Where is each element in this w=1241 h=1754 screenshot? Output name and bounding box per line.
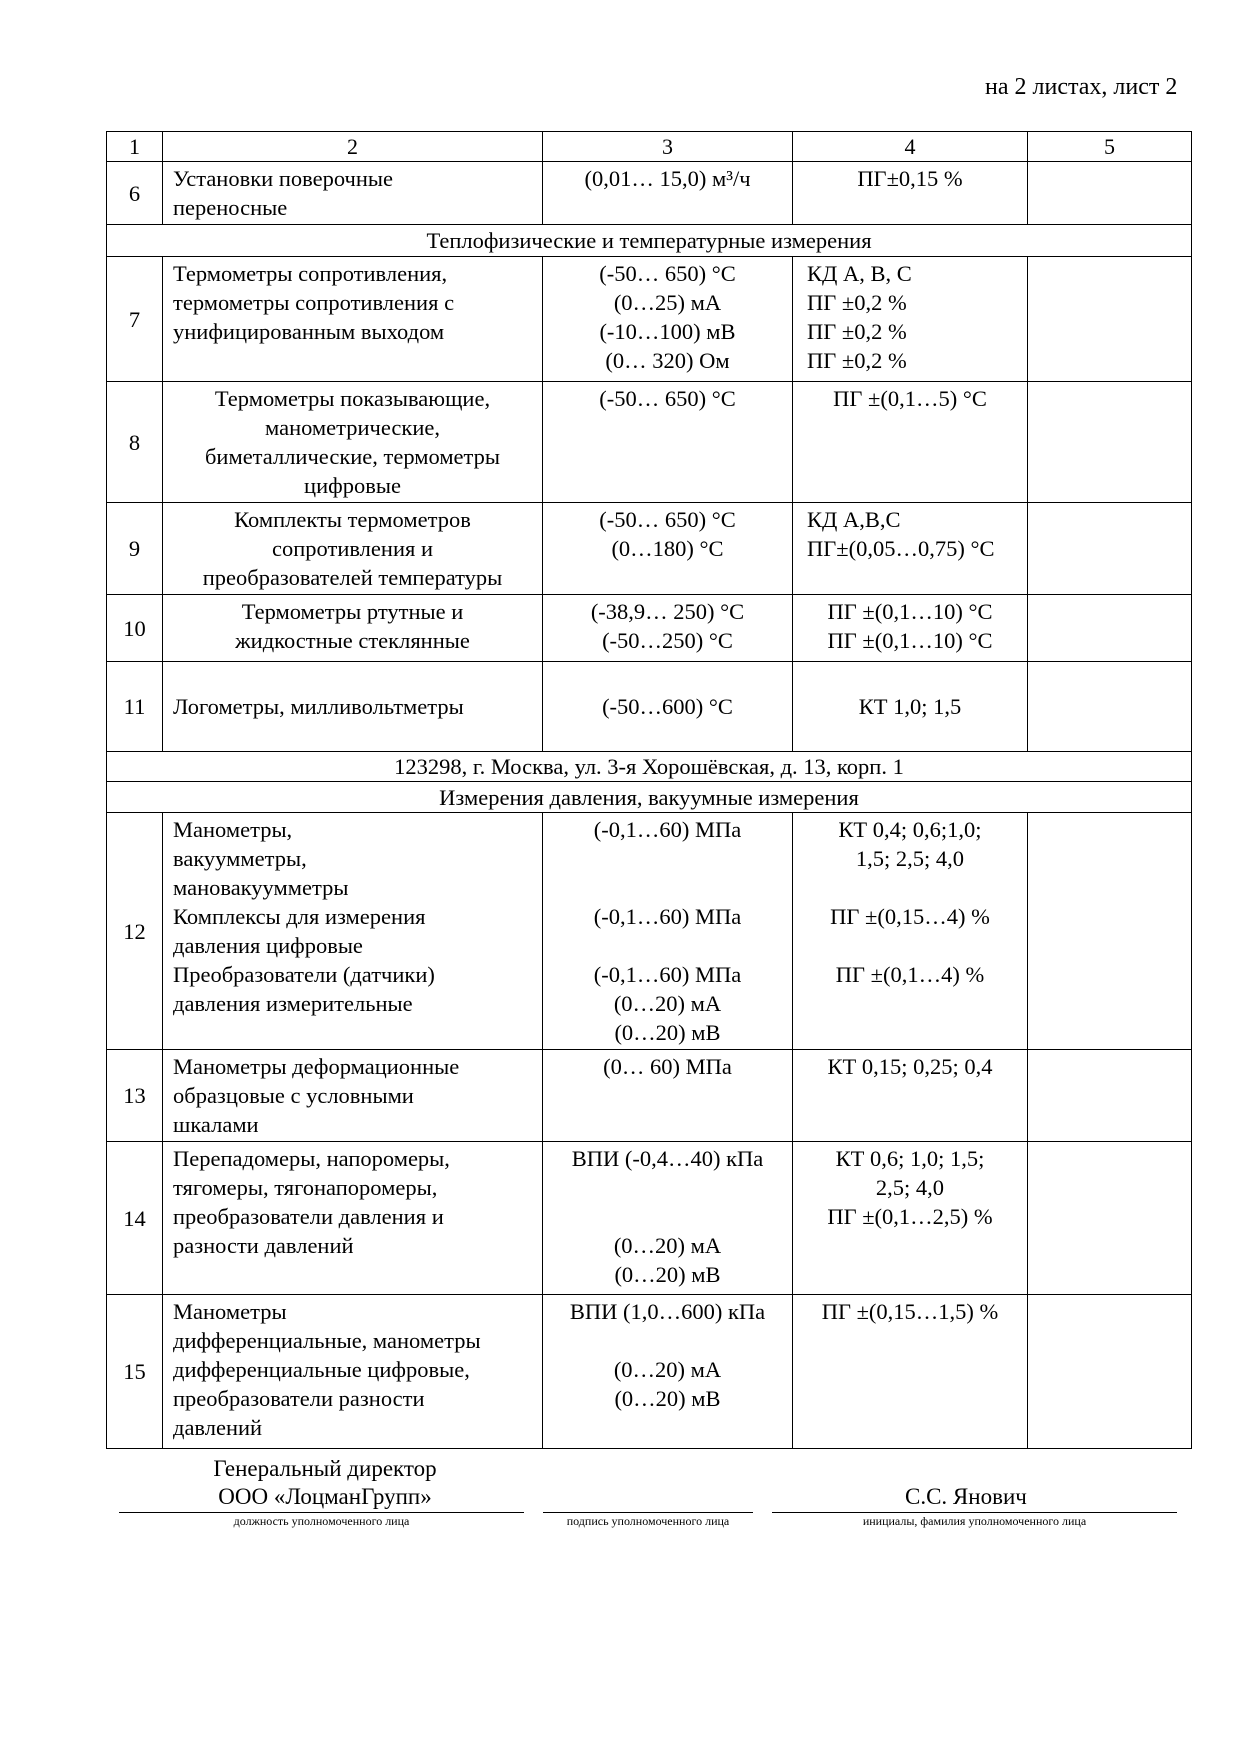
- cell-line: образцовые с условными: [173, 1083, 414, 1108]
- cell-line: ПГ ±0,2 %: [807, 319, 907, 344]
- row-number: 9: [107, 503, 163, 595]
- cell-line: давления измерительные: [173, 991, 413, 1016]
- cell-line: ПГ ±(0,1…4) %: [835, 962, 985, 987]
- row-number: 10: [107, 595, 163, 662]
- accuracy-cell: [793, 503, 1028, 595]
- measurement-range-cell: [543, 595, 793, 662]
- accuracy-cell: [793, 1142, 1028, 1295]
- notes-cell: [1028, 595, 1192, 662]
- table-row: [107, 662, 1192, 752]
- accreditation-scope-table: [106, 131, 1192, 1449]
- row-number: 13: [107, 1050, 163, 1142]
- section-title: Теплофизические и температурные измерения: [107, 225, 1192, 257]
- table-row: [107, 162, 1192, 225]
- position-line: ООО «ЛоцманГрупп»: [218, 1484, 432, 1509]
- instrument-name-cell: [163, 595, 543, 662]
- blank-line: [553, 1326, 782, 1355]
- caption-position: должность уполномоченного лица: [233, 1514, 410, 1528]
- cell-line: Перепадомеры, напоромеры,: [173, 1146, 450, 1171]
- accuracy-cell: [793, 1295, 1028, 1449]
- cell-line: ПГ ±(0,1…2,5) %: [827, 1204, 993, 1229]
- cell-line: ПГ ±0,2 %: [807, 348, 907, 373]
- blank-line: [803, 873, 1017, 902]
- cell-line: ПГ ±(0,15…1,5) %: [821, 1299, 999, 1324]
- cell-line: КД А,В,С: [807, 507, 901, 532]
- cell-line: преобразователей температуры: [202, 565, 503, 590]
- instrument-name-cell: [163, 813, 543, 1050]
- signature-underline: [543, 1512, 753, 1513]
- row-number: 6: [107, 162, 163, 225]
- cell-line: (-50… 650) °С: [599, 386, 736, 411]
- cell-line: Термометры сопротивления,: [173, 261, 448, 286]
- cell-line: Комплекты термометров: [234, 507, 471, 532]
- cell-line: (-0,1…60) МПа: [593, 904, 742, 929]
- cell-line: манометрические,: [265, 415, 440, 440]
- table-row: [107, 1295, 1192, 1449]
- signatory-name: С.С. Янович: [905, 1484, 1027, 1509]
- signatory-position: [200, 1455, 450, 1511]
- cell-line: Манометры деформационные: [173, 1054, 460, 1079]
- cell-line: переносные: [173, 195, 288, 220]
- column-header: 1: [107, 132, 163, 162]
- cell-line: (0,01… 15,0) м³/ч: [584, 166, 751, 191]
- cell-line: КТ 1,0; 1,5: [858, 694, 962, 719]
- cell-line: (0…20) мА: [613, 1233, 722, 1258]
- measurement-range-cell: [543, 813, 793, 1050]
- cell-line: разности давлений: [173, 1233, 354, 1258]
- section-row: [107, 782, 1192, 813]
- cell-line: (0…180) °С: [611, 536, 724, 561]
- row-number: 12: [107, 813, 163, 1050]
- measurement-range-cell: [543, 1142, 793, 1295]
- cell-line: дифференциальные цифровые,: [173, 1357, 470, 1382]
- column-header: 3: [543, 132, 793, 162]
- cell-line: шкалами: [173, 1112, 259, 1137]
- cell-line: цифровые: [304, 473, 401, 498]
- section-row: [107, 225, 1192, 257]
- cell-line: Манометры: [173, 1299, 287, 1324]
- table-row: [107, 382, 1192, 503]
- notes-cell: [1028, 257, 1192, 382]
- cell-line: (-50… 650) °С: [599, 507, 736, 532]
- cell-line: (0…20) мВ: [614, 1020, 721, 1045]
- caption-name: инициалы, фамилия уполномоченного лица: [862, 1514, 1087, 1528]
- table-row: [107, 1142, 1192, 1295]
- cell-line: ПГ ±(0,15…4) %: [830, 904, 990, 929]
- table-row: [107, 813, 1192, 1050]
- cell-line: (-50…600) °С: [602, 694, 733, 719]
- table-row: [107, 595, 1192, 662]
- measurement-range-cell: [543, 503, 793, 595]
- cell-line: преобразователи давления и: [173, 1204, 444, 1229]
- column-header: 4: [793, 132, 1028, 162]
- measurement-range-cell: [543, 162, 793, 225]
- cell-line: Манометры,: [173, 817, 293, 842]
- cell-line: (0…20) мА: [613, 991, 722, 1016]
- cell-line: жидкостные стеклянные: [235, 628, 470, 653]
- notes-cell: [1028, 1142, 1192, 1295]
- cell-line: дифференциальные, манометры: [173, 1328, 481, 1353]
- cell-line: КТ 0,15; 0,25; 0,4: [827, 1054, 993, 1079]
- measurement-range-cell: [543, 662, 793, 752]
- row-number: 14: [107, 1142, 163, 1295]
- cell-line: 1,5; 2,5; 4,0: [855, 846, 965, 871]
- cell-line: давлений: [173, 1415, 263, 1440]
- cell-line: ВПИ (1,0…600) кПа: [569, 1299, 766, 1324]
- cell-line: давления цифровые: [173, 933, 363, 958]
- section-title: Измерения давления, вакуумные измерения: [107, 782, 1192, 813]
- measurement-range-cell: [543, 1050, 793, 1142]
- cell-line: ПГ ±(0,1…10) °С: [827, 628, 993, 653]
- row-number: 7: [107, 257, 163, 382]
- cell-line: (-38,9… 250) °С: [590, 599, 745, 624]
- notes-cell: [1028, 382, 1192, 503]
- measurement-range-cell: [543, 257, 793, 382]
- column-header: 2: [163, 132, 543, 162]
- table-row: [107, 503, 1192, 595]
- cell-line: КД А, В, С: [807, 261, 912, 286]
- cell-line: (0… 320) Ом: [605, 348, 730, 373]
- cell-line: КТ 0,6; 1,0; 1,5;: [835, 1146, 985, 1171]
- measurement-range-cell: [543, 382, 793, 503]
- cell-line: (0…20) мВ: [614, 1386, 721, 1411]
- instrument-name-cell: [163, 503, 543, 595]
- cell-line: Термометры показывающие,: [214, 386, 491, 411]
- blank-line: [553, 844, 782, 873]
- cell-line: 2,5; 4,0: [875, 1175, 945, 1200]
- position-line: Генеральный директор: [213, 1456, 437, 1481]
- table-row: [107, 257, 1192, 382]
- instrument-name-cell: [163, 257, 543, 382]
- cell-line: Логометры, милливольтметры: [173, 694, 464, 719]
- accuracy-cell: [793, 595, 1028, 662]
- cell-line: Комплексы для измерения: [173, 904, 426, 929]
- accuracy-cell: [793, 813, 1028, 1050]
- cell-line: (-50…250) °С: [602, 628, 733, 653]
- blank-line: [553, 1173, 782, 1202]
- cell-line: преобразователи разности: [173, 1386, 425, 1411]
- cell-line: термометры сопротивления с: [173, 290, 455, 315]
- name-underline: [772, 1512, 1177, 1513]
- column-header-row: [107, 132, 1192, 162]
- instrument-name-cell: [163, 382, 543, 503]
- cell-line: мановакуумметры: [173, 875, 349, 900]
- column-header: 5: [1028, 132, 1192, 162]
- accuracy-cell: [793, 662, 1028, 752]
- row-number: 8: [107, 382, 163, 503]
- row-number: 11: [107, 662, 163, 752]
- instrument-name-cell: [163, 1295, 543, 1449]
- cell-line: ВПИ (-0,4…40) кПа: [571, 1146, 764, 1171]
- section-row: [107, 752, 1192, 782]
- table-row: [107, 1050, 1192, 1142]
- notes-cell: [1028, 1295, 1192, 1449]
- section-title: 123298, г. Москва, ул. 3-я Хорошёвская, д. 13, корп. 1: [107, 752, 1192, 782]
- cell-line: (-50… 650) °С: [599, 261, 736, 286]
- notes-cell: [1028, 662, 1192, 752]
- cell-line: Установки поверочные: [173, 166, 393, 191]
- cell-line: ПГ±0,15 %: [857, 166, 963, 191]
- blank-line: [803, 931, 1017, 960]
- notes-cell: [1028, 1050, 1192, 1142]
- cell-line: (-0,1…60) МПа: [593, 817, 742, 842]
- cell-line: (0…25) мА: [613, 290, 722, 315]
- accuracy-cell: [793, 382, 1028, 503]
- notes-cell: [1028, 813, 1192, 1050]
- instrument-name-cell: [163, 662, 543, 752]
- cell-line: (0…20) мВ: [614, 1262, 721, 1287]
- accuracy-cell: [793, 257, 1028, 382]
- cell-line: унифицированным выходом: [173, 319, 445, 344]
- cell-line: КТ 0,4; 0,6;1,0;: [838, 817, 982, 842]
- position-underline: [119, 1512, 524, 1513]
- row-number: 15: [107, 1295, 163, 1449]
- accuracy-cell: [793, 1050, 1028, 1142]
- blank-line: [553, 931, 782, 960]
- caption-signature: подпись уполномоченного лица: [566, 1514, 730, 1528]
- cell-line: Термометры ртутные и: [241, 599, 464, 624]
- blank-line: [553, 1202, 782, 1231]
- cell-line: сопротивления и: [272, 536, 433, 561]
- instrument-name-cell: [163, 162, 543, 225]
- cell-line: (-0,1…60) МПа: [593, 962, 742, 987]
- cell-line: (0…20) мА: [613, 1357, 722, 1382]
- cell-line: ПГ ±(0,1…5) °С: [833, 386, 987, 411]
- sheet-note: на 2 листах, лист 2: [985, 74, 1178, 100]
- cell-line: биметаллические, термометры: [204, 444, 501, 469]
- notes-cell: [1028, 162, 1192, 225]
- cell-line: (-10…100) мВ: [599, 319, 736, 344]
- cell-line: ПГ±(0,05…0,75) °С: [807, 536, 995, 561]
- notes-cell: [1028, 503, 1192, 595]
- cell-line: вакуумметры,: [173, 846, 307, 871]
- blank-line: [553, 873, 782, 902]
- cell-line: ПГ ±0,2 %: [807, 290, 907, 315]
- cell-line: (0… 60) МПа: [603, 1054, 732, 1079]
- cell-line: ПГ ±(0,1…10) °С: [827, 599, 993, 624]
- instrument-name-cell: [163, 1050, 543, 1142]
- measurement-range-cell: [543, 1295, 793, 1449]
- cell-line: тягомеры, тягонапоромеры,: [173, 1175, 438, 1200]
- accuracy-cell: [793, 162, 1028, 225]
- cell-line: Преобразователи (датчики): [173, 962, 435, 987]
- instrument-name-cell: [163, 1142, 543, 1295]
